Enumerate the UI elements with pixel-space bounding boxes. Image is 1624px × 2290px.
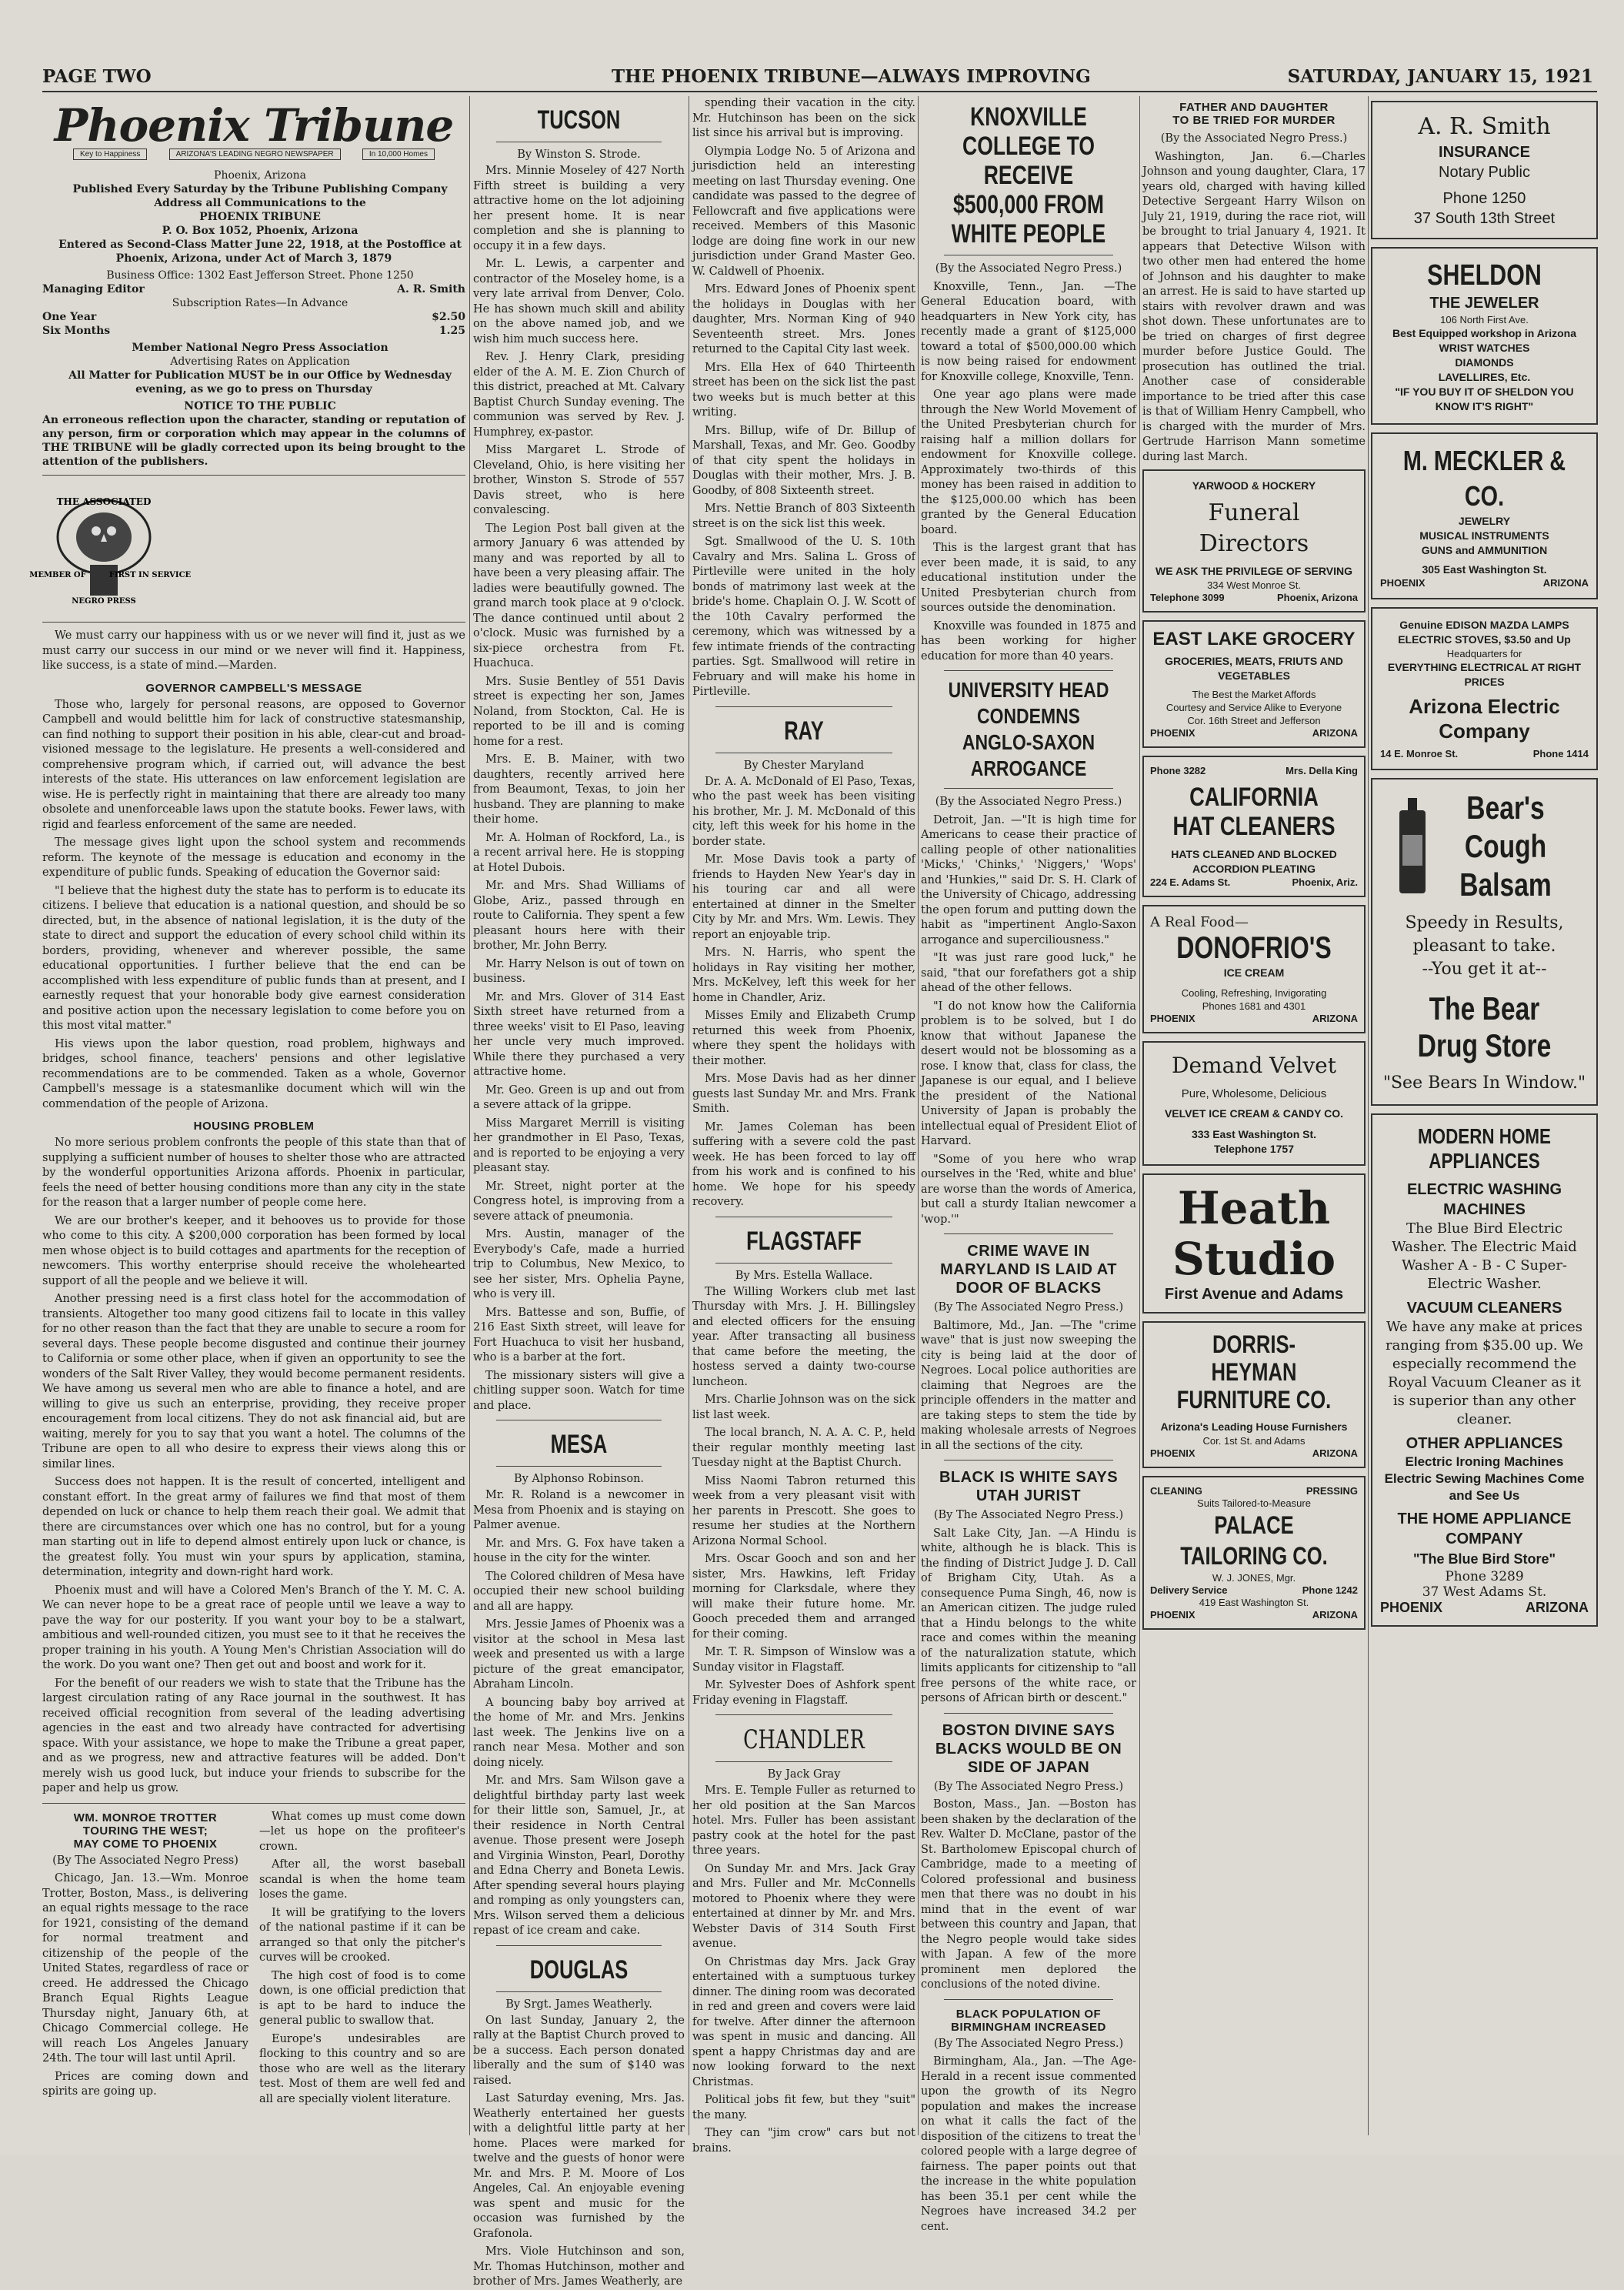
- trotter-heading: MAY COME TO PHOENIX: [73, 1837, 218, 1851]
- ad-line: GUNS and AMMUNITION: [1421, 544, 1548, 556]
- byline: By Srgt. James Weatherly.: [505, 1998, 652, 2011]
- news-paragraph: Miss Naomi Tabron returned this week from a very pleasant visit with her parents in Prescott. She goes to resume her studies at the Northern Arizona Normal School.: [692, 1474, 915, 1547]
- chandler-heading: CHANDLER: [743, 1724, 865, 1755]
- news-paragraph: Mrs. Oscar Gooch and son and her sister, Mrs. Hawkins, left Friday morning for Clarksdale, where they will make their future home. Mr. Gooch preceded them and arranged for their coming.: [692, 1553, 915, 1641]
- news-paragraph: Rev. J. Henry Clark, presiding elder of the A. M. E. Zion Church of this district, preached at Mt. Calvary Baptist Church Sunday evening. The communion was served by Rev. J. Humphrey, ex-pastor.: [473, 351, 685, 439]
- ad-velvet-ice-cream: [1142, 1041, 1366, 1166]
- news-paragraph: Mrs. Susie Bentley of 551 Davis street is expecting her son, James Noland, from Stockton, Cal. He is reported to be ill and is coming home for a rest.: [473, 675, 685, 748]
- press-credit: (By The Associated Negro Press): [52, 1854, 238, 1867]
- ad-city: PHOENIX: [1150, 727, 1195, 739]
- tucson-heading: TUCSON: [537, 105, 621, 135]
- managing-editor-row: [42, 282, 465, 296]
- news-paragraph: Detroit, Jan. —"It is high time for Americans to cease their practice of calling people of other nationalities 'Micks,' 'Chinks,' 'Niggers,' 'Wops' and 'Hunkies,'" said Dr. S. H. Clark of the University of Chicago, addressing the open forum and putting down the habit as "impertinent Anglo-Saxon arrogance and superciliousness.": [921, 813, 1136, 946]
- ad-line: Headquarters for: [1446, 648, 1522, 659]
- ad-phone: Telephone 1757: [1213, 1143, 1294, 1155]
- short-paragraph: After all, the worst baseball scandal is when the home team loses the game.: [259, 1858, 465, 1901]
- ad-name: M. MECKLER & CO.: [1402, 445, 1566, 512]
- news-paragraph: Mr. and Mrs. Sam Wilson gave a delightful birthday party last week for their little son, Samuel, Jr., at their residence in North Central avenue. Those present were Joseph and Virginia Winston, Pearl, Dorothy and Edna Cherry and Boneta Lewis. After spending several hours playing and romping as only youngsters can, Mrs. Wilson served them a delicious repast of ice cream and cake.: [473, 1774, 685, 1937]
- column-rule: [1139, 96, 1140, 2135]
- news-paragraph: The Colored children of Mesa have occupied their new school building and all are happy.: [473, 1570, 685, 1613]
- ad-name: SHELDON: [1427, 259, 1542, 292]
- news-paragraph: Salt Lake City, Jan. —A Hindu is white, although he is black. This is the finding of District Judge J. D. Call of Brigham City, Utah. As a consequence Puma Singh, 46, now is an American citizen. The judge ruled that a Hindu belongs to the white race and comes within the meaning of the naturalization statute, which limits applicants for citizenship to "all free persons of the white race, or persons of African birth or descent.": [921, 1527, 1136, 1704]
- ad-title: Funeral Directors: [1199, 499, 1309, 557]
- news-paragraph: Mrs. Viole Hutchinson and son, Mr. Thomas Hutchinson, mother and brother of Mrs. James Weatherly, are: [473, 2245, 685, 2288]
- publisher-info: Published Every Saturday by the Tribune Publishing Company: [72, 183, 448, 195]
- trotter-heading: WM. MONROE TROTTER: [73, 1811, 218, 1824]
- ad-line: VELVET ICE CREAM & CANDY CO.: [1164, 1107, 1344, 1120]
- news-paragraph: Miss Margaret Merrill is visiting her grandmother in El Paso, Texas, and is reported to be enjoying a very pleasant stay.: [473, 1117, 685, 1174]
- ad-line: Courtesy and Service Alike to Everyone: [1165, 702, 1342, 713]
- logo-slogan-mid: ARIZONA'S LEADING NEGRO NEWSPAPER: [169, 149, 341, 160]
- ad-line: EVERYTHING ELECTRICAL AT RIGHT PRICES: [1387, 661, 1582, 688]
- murder-trial-heading: FATHER AND DAUGHTER: [1179, 101, 1329, 114]
- ad-text: We have any make at prices ranging from $35.00 up. We especially recommend the Royal Vacuum Cleaner as it is superior than any other cleaner.: [1386, 1319, 1583, 1427]
- news-paragraph: "I do not know how the California problem is to be solved, but I do know that without Japanese the desert would not be blossoming as a rose. I know that, class for class, the Japanese is our equal, and I believe the president of the National University of Japan is probably the intellectual equal of President Eliot of Harvard.: [921, 1000, 1136, 1147]
- local-news-column: [473, 96, 685, 2288]
- ad-phone: Telephone 3099: [1150, 592, 1225, 603]
- ad-name: Demand Velvet: [1172, 1053, 1336, 1078]
- ad-address: 224 E. Adams St.: [1150, 876, 1231, 888]
- ad-california-hat-cleaners: [1142, 756, 1366, 897]
- short-paragraph: It will be gratifying to the lovers of the national pastime if it can be arranged so that only the pitcher's curves will be crooked.: [259, 1906, 465, 1964]
- ad-text: Electric Ironing Machines Electric Sewing Machines Come and See Us: [1384, 1454, 1585, 1503]
- news-paragraph: Mr. and Mrs. G. Fox have taken a house in the city for the winter.: [473, 1537, 685, 1564]
- rate-value: 1.25: [439, 325, 465, 337]
- ad-line: WRIST WATCHES: [1439, 342, 1530, 354]
- news-paragraph: Mrs. Ella Hex of 640 Thirteenth street has been on the sick list the past two weeks but is much better at this writing.: [692, 361, 915, 419]
- ad-phone: Phone 1414: [1532, 748, 1589, 759]
- news-paragraph: "Some of you here who wrap ourselves in the 'Red, white and blue' are worse than the words of America, but call a sturdy Italian newcomer a 'wop.'": [921, 1153, 1136, 1226]
- ad-line: ACCORDION PLEATING: [1192, 863, 1316, 875]
- seal-right-text: FIRST IN SERVICE: [108, 571, 192, 579]
- ad-slogan: "IF YOU BUY IT OF SHELDON YOU KNOW IT'S RIGHT": [1395, 386, 1574, 412]
- ad-line: MUSICAL INSTRUMENTS: [1419, 529, 1549, 542]
- ad-line: THE JEWELER: [1429, 295, 1539, 312]
- notice-text: An erroneous reflection upon the character, standing or reputation of any person, firm or corporation which may appear in the columns of THE TRIBUNE will be gladly corrected upon its being brought to the attention of the publishers.: [42, 414, 465, 468]
- ad-line: CLEANING: [1150, 1485, 1202, 1497]
- ad-name: DONOFRIO'S: [1176, 931, 1332, 965]
- news-paragraph: Misses Emily and Elizabeth Crump returned this week from Phoenix, where they spent the holidays with their mother.: [692, 1010, 915, 1067]
- column-rule: [1368, 96, 1369, 2135]
- ad-address: 419 East Washington St.: [1199, 1597, 1309, 1608]
- editorial-column: [29, 96, 465, 2139]
- ad-state: ARIZONA: [1312, 1609, 1358, 1621]
- ad-arizona-electric: [1371, 607, 1598, 770]
- ad-city: Phoenix, Ariz.: [1292, 876, 1358, 888]
- short-paragraph: Europe's undesirables are flocking to this country and so are those who are well as the literary test. Most of them are well fed and all are specially violent literature.: [259, 2032, 465, 2105]
- ad-address: 334 West Monroe St.: [1207, 579, 1301, 591]
- news-paragraph: Dr. A. A. McDonald of El Paso, Texas, who the past week has been visiting his brother, Mr. J. M. McDonald of this city, left this week for his home in the border state.: [692, 775, 915, 848]
- news-paragraph: Mr. R. Roland is a newcomer in Mesa from Phoenix and is staying on Palmer avenue.: [473, 1489, 685, 1531]
- publisher-info: PHOENIX TRIBUNE: [199, 211, 321, 223]
- news-paragraph: Mrs. N. Harris, who spent the holidays in Ray visiting her mother, Mrs. McKelvey, left this week for her home in Chandler, Ariz.: [692, 946, 915, 1004]
- short-paragraph: The high cost of food is to come down, is one official prediction that is apt to be hard to induce the general public to swallow that.: [259, 1969, 465, 2027]
- ad-address: Cor. 1st St. and Adams: [1202, 1435, 1306, 1447]
- news-paragraph: Olympia Lodge No. 5 of Arizona and jurisdiction held an interesting meeting on last Thursday evening. One candidate was passed to the degree of Fellowcraft and five applications were received. Members of this Masonic lodge are doing fine work in our new jurisdiction under Grand Master Geo. W. Caldwell of Phoenix.: [692, 145, 915, 278]
- paper-running-title: THE PHOENIX TRIBUNE—ALWAYS IMPROVING: [612, 66, 1091, 87]
- seal-top-text: THE ASSOCIATED: [56, 496, 152, 507]
- news-paragraph: Knoxville, Tenn., Jan. —The General Education board, with headquarters in New York city, has recently made a grant of $125,000 toward a total of $500,000.00 which is now being raised for endowment for Knoxville college, Knoxville, Tenn.: [921, 280, 1136, 383]
- ad-state: ARIZONA: [1312, 1013, 1358, 1024]
- ad-name: DORRIS-HEYMAN FURNITURE CO.: [1176, 1330, 1332, 1414]
- byline: By Winston S. Strode.: [517, 149, 641, 161]
- crime-wave-headline: CRIME WAVE IN MARYLAND IS LAID AT DOOR OF BLACKS: [940, 1243, 1117, 1297]
- ad-line: Best Equipped workshop in Arizona: [1392, 327, 1577, 339]
- housing-problem-heading: HOUSING PROBLEM: [193, 1120, 315, 1133]
- news-paragraph: spending their vacation in the city. Mr. Hutchinson has been on the sick list since his arrival but is improving.: [692, 97, 915, 139]
- editorial-paragraph: Phoenix must and will have a Colored Men's Branch of the Y. M. C. A. We can never hope to be a great race of people until we leave a way to pave the way for our posterity. If you want your boy to be a stalwart, ambitious and well-rounded citizen, you must see to it that he receives the proper training in his youth. A Young Men's Christian Association will do the work. Do you want one? Then get out and boost and work for it.: [42, 1584, 465, 1671]
- ad-line: Suits Tailored-to-Measure: [1197, 1497, 1311, 1509]
- news-paragraph: The missionary sisters will give a chitling supper soon. Watch for time and place.: [473, 1369, 685, 1412]
- news-paragraph: The local branch, N. A. A. C. P., held their regular monthly meeting last Tuesday night at the Baptist Church.: [692, 1427, 915, 1469]
- ad-line: LAVELLIRES, Etc.: [1438, 371, 1531, 383]
- logo-slogan-right: In 10,000 Homes: [362, 149, 435, 160]
- ad-name: THE HOME APPLIANCE COMPANY: [1397, 1511, 1572, 1547]
- news-paragraph: Knoxville was founded in 1875 and has been working for higher education for more than 40 years.: [921, 619, 1136, 663]
- birmingham-headline: BLACK POPULATION OF BIRMINGHAM INCREASED: [951, 2007, 1106, 2034]
- news-paragraph: Mrs. Edward Jones of Phoenix spent the holidays in Douglas with her daughter, Mrs. Norman King of 940 Seventeenth street. Mrs. Jones returned to the Capital City last week.: [692, 283, 915, 356]
- news-paragraph: Mrs. Nettie Branch of 803 Sixteenth street is on the sick list this week.: [692, 502, 915, 530]
- editorial-paragraph: His views upon the labor question, road problem, highways and bridges, school finance, teachers' pensions and other legislative recommendations are to be commended. Taken as a whole, Governor Campbell's message is a statesmanlike document which will win the commendation of the people of Arizona.: [42, 1037, 465, 1110]
- news-paragraph: Mr. Mose Davis took a party of friends to Hayden New Year's day in his touring car and all were entertained at dinner in the Smelter City by Mr. and Mrs. Wm. Lewis. They report an enjoyable trip.: [692, 853, 915, 941]
- logo-title: Phoenix Tribune: [54, 99, 454, 152]
- press-credit: (By the Associated Negro Press.): [935, 262, 1122, 275]
- news-paragraph: The Legion Post ball given at the armory January 6 was attended by many and was reported by all to have been a very pleasing affair. The ladies were beautifully gowned. The grand march took place at 9 o'clock. The dance continued until about 2 o'clock. Music was furnished by a six-piece orchestra from Ft. Huachuca.: [473, 522, 685, 669]
- press-credit: (By The Associated Negro Press.): [933, 1301, 1124, 1314]
- douglas-heading: DOUGLAS: [529, 1955, 629, 1985]
- press-credit: (By The Associated Negro Press.): [933, 2037, 1124, 2050]
- news-paragraph: Birmingham, Ala., Jan. —The Age-Herald in a recent issue commented upon the growth of its Negro population and makes the increase on what it calls the fact of the disposition of the citizens to treat the colored people with a large degree of fairness. The paper points out that the increase in the white population has been 35.1 per cent while the Negroes have increased 34.2 per cent.: [921, 2055, 1136, 2233]
- trotter-heading: TOURING THE WEST;: [82, 1824, 208, 1838]
- ad-yarwood-hockery: [1142, 469, 1366, 613]
- rate-row: [42, 310, 465, 324]
- news-paragraph: One year ago plans were made through the New World Movement of the United Presbyterian church for raising half a million dollars for endowment for Knoxville college. Approximately two-thirds of this money has been raised in addition to the $125,000.00 which has been granted by the General Education board.: [921, 389, 1136, 536]
- news-paragraph: Mr. L. Lewis, a carpenter and contractor of the Moseley home, is a very late arrival from Denver, Colo. He has shown much skill and ability on the above named job, and we wish him much success here.: [473, 258, 685, 346]
- ad-line: ICE CREAM: [1223, 966, 1285, 979]
- news-paragraph: On Christmas day Mrs. Jack Gray entertained with a sumptuous turkey dinner. The dining room was decorated in red and green and covers were laid for twelve. After dinner the afternoon was spent in music and dancing. All spent a happy Christmas day and are now looking forward to the next Christmas.: [692, 1955, 915, 2088]
- ad-slogan: "See Bears In Window.": [1382, 1073, 1586, 1093]
- rate-value: $2.50: [432, 311, 465, 323]
- ad-line: INSURANCE: [1439, 144, 1530, 161]
- news-paragraph: Mr. Sylvester Does of Ashfork spent Friday evening in Flagstaff.: [692, 1679, 915, 1707]
- news-paragraph: Washington, Jan. 6.—Charles Johnson and young daughter, Clara, 17 years old, charged with having killed Detective Sergeant Harry Wilson on July 21, 1919, during the race riot, will be brought to trial January 4, 1921. It appears that Detective Wilson with two other men had entered the home of Johnson and his daughter to make an arrest. He is said to have started up stairs with revolver drawn and was shot down. These unfortunates are to be tried on charges of first degree murder before Justice Gould. The prosecution has outlined the trial. Another case of considerable importance to be tried after this case is that of William Henry Campbell, who is charged with the murder of Mrs. Gertrude Harrison Mann sometime during last March.: [1142, 150, 1366, 463]
- news-paragraph: Mrs. Mose Davis had as her dinner guests last Sunday Mr. and Mrs. Frank Smith.: [692, 1073, 915, 1115]
- managing-editor: A. R. Smith: [397, 283, 465, 295]
- ad-home-appliance: [1371, 1113, 1598, 1627]
- ad-store: "The Blue Bird Store": [1412, 1551, 1556, 1567]
- notice-heading: NOTICE TO THE PUBLIC: [184, 400, 336, 412]
- mesa-heading: MESA: [550, 1430, 608, 1459]
- ad-palace-tailoring: [1142, 1476, 1366, 1630]
- editorial-paragraph: Another pressing need is a first class hotel for the accommodation of transients. Altogether too many good citizens fail to locate in this valley for no other reason than the fact that they are unable to secure a room for several days. These people become disgusted and continue their journey to California or some other place, when if given an opportunity to see the wonders of the Salt River Valley, they would become permanent residents. We have among us several men who are able to finance a hotel, and are willing to give us such an enterprise, providing, they receive proper encouragement from local citizens. They do not ask financial aid, but are waiting, merely for you to say that you want a hotel. The columns of the Tribune are open to all who desire to express their views along this or similar lines.: [42, 1293, 465, 1470]
- ad-manager: W. J. JONES, Mgr.: [1212, 1572, 1296, 1584]
- ad-text: The Blue Bird Electric Washer. The Electric Maid Washer A - B - C Super-Electric Washer.: [1392, 1220, 1577, 1292]
- governor-message-heading: GOVERNOR CAMPBELL'S MESSAGE: [145, 681, 362, 695]
- business-office: Business Office: 1302 East Jefferson Street. Phone 1250: [106, 269, 414, 282]
- news-paragraph: They can "jim crow" cars but not brains.: [692, 2127, 915, 2155]
- ad-line: First Avenue and Adams: [1164, 1286, 1344, 1303]
- associated-negro-press-seal: [29, 491, 192, 606]
- ad-name: Bear's Cough Balsam: [1459, 789, 1552, 903]
- column-rule: [918, 96, 919, 2135]
- ad-meckler: [1371, 432, 1598, 599]
- utah-headline: BLACK IS WHITE SAYS UTAH JURIST: [939, 1469, 1119, 1504]
- rate-row: [42, 324, 465, 338]
- masthead-rule: [42, 91, 1597, 92]
- news-paragraph: Political jobs fit few, but they "suit" the many.: [692, 2094, 915, 2121]
- editorial-paragraph: "I believe that the highest duty the state has to perform is to educate its citizens. I believe that education is a national question, and should be so directed, but, in the absence of national legislation, it is the duty of the state to direct and support the education of every school child within its borders, providing, whenever and wherever possible, the same educational opportunities. I further believe that the end can be accomplished with less expenditure of public funds than at present, and I earnestly request that your honorable body give earnest consideration and positive action upon the necessary legislation to come before you on this most vital matter.": [42, 884, 465, 1032]
- news-paragraph: Sgt. Smallwood of the U. S. 10th Cavalry and Mrs. Salina L. Gross of Pirtleville were united in the holy bonds of matrimony last week at the bride's home. Chaplain O. J. W. Scott of the 10th Cavalry performed the ceremony, which was witnessed by a few intimate friends of the contracting parties. Sgt. Smallwood will retire in February and will make his home in Pirtleville.: [692, 536, 915, 698]
- ad-address: 333 East Washington St.: [1191, 1128, 1317, 1140]
- advertising-line: Advertising Rates on Application: [170, 356, 350, 368]
- short-paragraph: What comes up must come down—let us hope on the profiteer's crown.: [259, 1810, 465, 1853]
- university-headline: UNIVERSITY HEAD CONDEMNS ANGLO-SAXON ARROGANCE: [948, 678, 1109, 780]
- article-paragraph: Prices are coming down and spirits are going up.: [42, 2070, 248, 2098]
- editorial-bottom-split: [42, 1810, 465, 2111]
- news-paragraph: Boston, Mass., Jan. —Boston has been shaken by the declaration of the Rev. Walter D. McClane, pastor of the St. Bartholomew Episcopal church of Cambridge, made to a meeting of Colored professional and business men that there was no doubt in his mind that in the event of war between this country and Japan, that the Negro people would take sides with Japan. A few of the more prominent men deplored the conclusions of the noted divine.: [921, 1798, 1136, 1991]
- tribune-logo: [50, 99, 458, 159]
- editorial-paragraph: We are our brother's keeper, and it behooves us to provide for those who come to this city. A $200,000 corporation has been formed by local men whose object is to build cottages and apartments for the reception of newcomers. This worthy enterprise should receive the wholehearted support of all the people and we believe it will.: [42, 1214, 465, 1287]
- ad-phone: Phones 1681 and 4301: [1202, 1000, 1306, 1012]
- ad-state: ARIZONA: [1312, 1447, 1358, 1459]
- byline: By Alphonso Robinson.: [513, 1473, 645, 1485]
- column-rule: [469, 96, 470, 2135]
- balsam-bottle-icon: [1395, 796, 1430, 896]
- rate-label: Six Months: [42, 325, 111, 337]
- ad-ar-smith: [1371, 101, 1598, 239]
- ad-address: 106 North First Ave.: [1440, 314, 1529, 325]
- ad-state: ARIZONA: [1312, 727, 1358, 739]
- marden-quote: We must carry our happiness with us or we never will find it, just as we must carry our success in our mind or we never will find it. Happiness, like success, is a state of mind.—Marden.: [42, 629, 465, 672]
- ad-city: Phoenix, Arizona: [1277, 592, 1358, 603]
- ad-owner: Mrs. Della King: [1286, 765, 1358, 776]
- editorial-paragraph: Those who, largely for personal reasons, are opposed to Governor Campbell and would belittle him for lack of constructive statesmanship, can find nothing to support their position in his able, clear-cut and broad-visioned message to the legislature. He presents a well-considered and comprehensive program which, if carried out, will advance the best interests of the state. His utterances on law enforcement legislation are wise. He is perfectly right in maintaining that there are already too many obsolete and unenforceable laws upon the statute books. Fewer laws, with rigid and fearless enforcement of the same are needed.: [42, 698, 465, 831]
- publisher-info: Address all Communications to the: [154, 197, 366, 209]
- ad-pre: A Real Food—: [1150, 914, 1249, 930]
- ad-name: EAST LAKE GROCERY: [1152, 629, 1356, 649]
- news-paragraph: Mrs. Minnie Moseley of 427 North Fifth street is building a very attractive home on the lot adjoining her present home. It is near completion and she is planning to occupy it in a few days.: [473, 165, 685, 252]
- news-paragraph: This is the largest grant that has ever been made, it is said, to any educational institution under the United Presbyterian church from sources outside the denomination.: [921, 542, 1136, 614]
- news-paragraph: Mrs. E. Temple Fuller as returned to her old position at the San Marcos hotel. Mrs. Fuller has been assistant pastry cook at the hotel for the past three years.: [692, 1784, 915, 1857]
- ad-city: PHOENIX: [1380, 577, 1426, 589]
- publisher-info: P. O. Box 1052, Phoenix, Arizona: [162, 225, 358, 237]
- local-news-column-2: [692, 96, 915, 2155]
- ad-line: HATS CLEANED AND BLOCKED: [1171, 848, 1337, 860]
- news-paragraph: Mr. Harry Nelson is out of town on business.: [473, 957, 685, 985]
- editorial-paragraph: No more serious problem confronts the people of this state than that of supplying a sufficient number of houses to shelter those who are attracted by the wonderful opportunities Arizona affords. Phoenix in particular, feels the need of better housing conditions more than any city in the state for the reason that a larger number of people come here.: [42, 1137, 465, 1209]
- boston-headline: BOSTON DIVINE SAYS BLACKS WOULD BE ON SIDE OF JAPAN: [935, 1721, 1122, 1776]
- seal-left-text: MEMBER OF: [29, 571, 86, 579]
- publisher-info: Phoenix, Arizona: [214, 169, 306, 182]
- seal-bottom-text: NEGRO PRESS: [72, 597, 136, 606]
- ads-column: [1142, 96, 1366, 2139]
- ad-subheading: OTHER APPLIANCES: [1406, 1435, 1563, 1452]
- news-paragraph: "It was just rare good luck," he said, "that our forefathers got a ship ahead of the other fellows.: [921, 952, 1136, 994]
- ad-phone: Phone 3282: [1150, 765, 1206, 776]
- issue-date: SATURDAY, JANUARY 15, 1921: [1287, 66, 1593, 87]
- ad-address: Cor. 16th Street and Jefferson: [1187, 715, 1321, 726]
- editorial-paragraph: For the benefit of our readers we wish to state that the Tribune has the largest circulation rating of any Race journal in the southwest. It has received official recognition from several of the leading advertising agencies in the east and two already have contracted for advertising space. With your assistance, we hope to make the Tribune a great paper, and as we progress, new and attractive features will be added. Don't merely wish us good luck, but induce your friends to subscribe for the paper and help us grow.: [42, 1677, 465, 1794]
- ad-donofrios: [1142, 905, 1366, 1033]
- news-paragraph: Miss Margaret L. Strode of Cleveland, Ohio, is here visiting her brother, Winston S. Strode of 557 Davis street, who is here convalescing.: [473, 444, 685, 516]
- ad-line: Notary Public: [1439, 164, 1530, 181]
- ad-address: 305 East Washington St.: [1422, 563, 1547, 576]
- news-paragraph: Mrs. E. B. Mainer, with two daughters, recently arrived here from Beaumont, Texas, to join her husband. They are planning to make their home.: [473, 753, 685, 826]
- ad-line: GROCERIES, MEATS, FRIUTS AND VEGETABLES: [1165, 655, 1343, 682]
- ad-heading: MODERN HOME APPLIANCES: [1418, 1124, 1551, 1173]
- news-paragraph: Mr. A. Holman of Rockford, La., is a recent arrival here. He is stopping at Hotel Dubois.: [473, 831, 685, 874]
- press-credit: (By The Associated Negro Press.): [933, 1780, 1124, 1793]
- ads-column-2: [1371, 96, 1598, 2139]
- ad-store: The Bear Drug Store: [1417, 990, 1552, 1063]
- article-paragraph: Chicago, Jan. 13.—Wm. Monroe Trotter, Boston, Mass., is delivering an equal rights message to the race for 1921, consisting of the demand for normal treatment and citizenship of the people of the United States, regardless of race or creed. He addressed the Chicago Branch Equal Rights League Thursday night, January 6th, at Chicago Commercial college. He will reach Los Angeles January 24th. The tour will last until April.: [42, 1872, 248, 2065]
- byline: By Mrs. Estella Wallace.: [735, 1269, 873, 1282]
- press-credit: (By The Associated Negro Press.): [933, 1509, 1124, 1521]
- advertising-line: All Matter for Publication MUST be in our Office by Wednesday evening, as we go to press on Thursday: [68, 369, 452, 396]
- ad-bears-cough-balsam: [1371, 778, 1598, 1106]
- news-paragraph: The Willing Workers club met last Thursday with Mrs. J. H. Billingsley and elected officers for the ensuing year. After transacting all business that came before the meeting, the hostess served a dainty two-course luncheon.: [692, 1285, 915, 1388]
- ad-line: JEWELRY: [1458, 515, 1511, 527]
- ad-dorris-heyman: [1142, 1321, 1366, 1468]
- news-paragraph: Mr. and Mrs. Glover of 314 East Sixth street have returned from a three weeks' visit to El Paso, leaving her uncle very much improved. While there they purchased a very attractive home.: [473, 990, 685, 1078]
- ad-name: YARWOOD & HOCKERY: [1192, 479, 1316, 492]
- flagstaff-heading: FLAGSTAFF: [746, 1226, 862, 1256]
- news-paragraph: Mrs. Battesse and son, Buffie, of 216 East Sixth street, will leave for Fort Huachuca to visit her husband, who is a barber at the fort.: [473, 1306, 685, 1364]
- news-paragraph: Mr. James Coleman has been suffering with a severe cold the past week. He has been forced to lay off from his work and is confined to his home. We hope for his speedy recovery.: [692, 1120, 915, 1208]
- ad-city: PHOENIX: [1380, 1600, 1443, 1615]
- editorial-paragraph: The message gives light upon the school system and recommends reform. The keynote of the message is education and economy in the expenditure of public funds. Speaking of education the Governor said:: [42, 836, 465, 879]
- news-paragraph: Mr. and Mrs. Shad Williams of Globe, Ariz., passed through en route to California. They spent a few pleasant hours here with their brother, Mr. John Berry.: [473, 880, 685, 952]
- byline: By Chester Maryland: [743, 759, 865, 772]
- ad-city: PHOENIX: [1150, 1609, 1195, 1621]
- ad-line: PRESSING: [1306, 1485, 1358, 1497]
- race-news-column: [921, 96, 1136, 2233]
- managing-editor-label: Managing Editor: [42, 283, 145, 295]
- ad-line: Genuine EDISON MAZDA LAMPS: [1399, 619, 1569, 631]
- press-credit: (By the Associated Negro Press.): [1160, 132, 1348, 145]
- ad-heath-studio: [1142, 1173, 1366, 1314]
- ray-heading: RAY: [784, 716, 824, 746]
- ad-phone: Phone 3289: [1445, 1569, 1524, 1584]
- ad-line: Cooling, Refreshing, Invigorating: [1181, 987, 1327, 999]
- editorial-paragraph: Success does not happen. It is the result of concerted, intelligent and constant effort. In the great army of failures we find that most of them depended on luck or chance to help them reach their goal. We admit that there are circumstances over which one has no control, but for a young man starting out in life to depend almost entirely upon luck or chance, is the greatest folly. You must win your spurs by application, stamina, determination, integrity and down-right hard work.: [42, 1476, 465, 1578]
- ad-phone: Phone 1242: [1302, 1584, 1358, 1596]
- page-number: PAGE TWO: [42, 66, 152, 87]
- ad-subheading: ELECTRIC WASHING MACHINES: [1406, 1181, 1562, 1218]
- ad-address: 37 West Adams St.: [1422, 1584, 1547, 1600]
- member-line: Member National Negro Press Association: [132, 342, 388, 354]
- press-credit: (By the Associated Negro Press.): [935, 796, 1122, 808]
- ad-state: ARIZONA: [1526, 1600, 1589, 1615]
- murder-trial-heading: TO BE TRIED FOR MURDER: [1172, 114, 1336, 127]
- news-paragraph: Mrs. Billup, wife of Dr. Billup of Marshall, Texas, and Mr. Geo. Goodby of that city spent the holidays in Douglas with their mother, Mrs. J. B. Goodby, of 808 Sixteenth street.: [692, 424, 915, 497]
- news-paragraph: Last Saturday evening, Mrs. Jas. Weatherly entertained her guests with a delightful little party at her home. Places were marked for twelve and the guests of honor were Mr. and Mrs. P. M. Moore of Los Angeles, Cal. An enjoyable evening was spent and music for the occasion was furnished by the Grafonola.: [473, 2092, 685, 2240]
- subscription-heading: Subscription Rates—In Advance: [172, 297, 348, 309]
- ad-address: 37 South 13th Street: [1413, 210, 1556, 227]
- news-paragraph: A bouncing baby boy arrived at the home of Mr. and Mrs. Jenkins last week. The Jenkins live on a ranch near Mesa. Mother and son doing nicely.: [473, 1696, 685, 1769]
- news-paragraph: Baltimore, Md., Jan. —The "crime wave" that is just now sweeping the city is being laid at the door of Negroes. Local police authorities are claiming that Negroes are the principle offenders in the matter and are taking steps to stem the tide by making wholesale arrests of Negroes in all the sections of the city.: [921, 1319, 1136, 1452]
- ad-address: 14 E. Monroe St.: [1380, 748, 1459, 759]
- news-paragraph: On last Sunday, January 2, the rally at the Baptist Church proved to be a success. Each person donated liberally and the sum of $140 was raised.: [473, 2014, 685, 2087]
- ad-subheading: VACUUM CLEANERS: [1406, 1300, 1562, 1317]
- ad-line: WE ASK THE PRIVILEGE OF SERVING: [1155, 565, 1352, 577]
- news-paragraph: Mr. Street, night porter at the Congress hotel, is improving from a severe attack of pneumonia.: [473, 1180, 685, 1223]
- ad-city: PHOENIX: [1150, 1447, 1195, 1459]
- ad-line: --You get it at--: [1422, 960, 1547, 979]
- ad-line: ELECTRIC STOVES, $3.50 and Up: [1398, 633, 1571, 646]
- ad-name: Heath Studio: [1172, 1182, 1336, 1285]
- ad-line: The Best the Market Affords: [1192, 689, 1316, 700]
- ad-name: PALACE TAILORING CO.: [1180, 1511, 1328, 1570]
- ad-line: Delivery Service: [1150, 1584, 1228, 1596]
- ad-name: CALIFORNIA HAT CLEANERS: [1172, 783, 1336, 841]
- news-paragraph: Mrs. Austin, manager of the Everybody's Cafe, made a hurried trip to Columbus, New Mexico, to see her sister, Mrs. Ophelia Payne, who is very ill.: [473, 1228, 685, 1300]
- ad-city: PHOENIX: [1150, 1013, 1195, 1024]
- ad-sheldon-jeweler: [1371, 247, 1598, 425]
- ad-line: Arizona's Leading House Furnishers: [1160, 1420, 1348, 1433]
- ad-east-lake-grocery: [1142, 620, 1366, 748]
- ad-line: Speedy in Results, pleasant to take.: [1405, 913, 1564, 956]
- news-paragraph: Mr. T. R. Simpson of Winslow was a Sunday visitor in Flagstaff.: [692, 1646, 915, 1674]
- ad-phone: Phone 1250: [1442, 190, 1526, 207]
- news-paragraph: Mrs. Charlie Johnson was on the sick list last week.: [692, 1394, 915, 1421]
- knoxville-headline: KNOXVILLE COLLEGE TO RECEIVE $500,000 FROM WHITE PEOPLE: [951, 102, 1106, 249]
- news-paragraph: Mrs. Jessie James of Phoenix was a visitor at the school in Mesa last week and presented us with a large picture of the great emancipator, Abraham Lincoln.: [473, 1618, 685, 1691]
- masthead: [42, 60, 1593, 91]
- rate-label: One Year: [42, 311, 97, 323]
- news-paragraph: On Sunday Mr. and Mrs. Jack Gray and Mrs. Fuller and Mr. McConnells motored to Phoenix where they were entertained at dinner by Mr. and Mrs. Webster Davis of 314 South First avenue.: [692, 1862, 915, 1950]
- ad-line: DIAMONDS: [1455, 356, 1514, 369]
- publisher-info: Entered as Second-Class Matter June 22, 1918, at the Postoffice at Phoenix, Arizona, under Act of March 3, 1879: [58, 239, 462, 265]
- ad-name: Arizona Electric Company: [1409, 695, 1560, 743]
- ad-name: A. R. Smith: [1418, 113, 1551, 140]
- logo-slogan-left: Key to Happiness: [73, 149, 147, 160]
- news-paragraph: Mr. Geo. Green is up and out from a severe attack of la grippe.: [473, 1083, 685, 1111]
- byline: By Jack Gray: [767, 1768, 841, 1781]
- ad-state: ARIZONA: [1542, 577, 1589, 589]
- ad-line: Pure, Wholesome, Delicious: [1181, 1087, 1327, 1100]
